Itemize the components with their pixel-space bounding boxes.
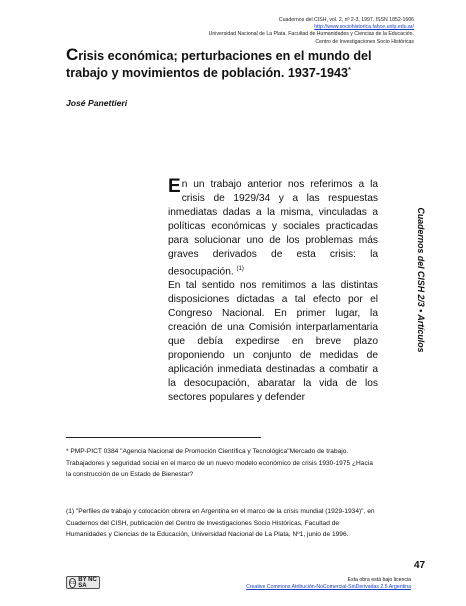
journal-header [209, 17, 414, 46]
journal-line: Cuadernos del CISH, vol. 2, nº 2-3, 1997. ISSN 1852-1606 [278, 17, 414, 23]
title-footnote-marker: * [348, 66, 351, 74]
license-link[interactable]: Creative Commons Atribución-NoComercial-SinDerivadas 2.5 Argentina [246, 584, 411, 590]
institution-line: Universidad Nacional de La Plata. Facultad de Humanidades y Ciencias de la Educación. [208, 31, 414, 38]
footnote-divider [66, 437, 261, 438]
license-notice [246, 577, 411, 591]
body-text [168, 178, 378, 405]
title-text: risis económica; perturbaciones en el mundo del trabajo y movimientos de población. 1937-1943 [66, 49, 372, 80]
author-name: José Panettieri [66, 98, 128, 108]
paragraph-1: n un trabajo anterior nos referimos a la crisis de 1929/34 y a las respuestas inmediatas dadas a la misma, vinculadas a políticas económicas y sociales practicadas para solucionar uno de los problemas más graves derivados de esta crisis: la desocupación. [168, 179, 378, 278]
footnote-2: (1) "Perfiles de trabajo y colocación obrera en Argentina en el marco de la crisis mundial (1929-1934)", en Cuadernos del CISH, publicación del Centro de Investigaciones Socio Históricas, Facultad de Humanidades y Ciencias de la Educación, Universidad Nacional de La Plata, Nº1, junio de 1996. [66, 508, 375, 538]
drop-cap: E [168, 176, 181, 197]
journal-url-link[interactable]: http://www.sociohistorica.fahce.unlp.edu.ar/ [314, 24, 414, 31]
title-initial: C [66, 45, 79, 64]
license-line: Esta obra está bajo licencia [347, 577, 411, 583]
paragraph-2: En tal sentido nos remitimos a las distintas disposiciones dictadas a tal efecto por el Congreso Nacional. En primer lugar, la creación de una Comisión interparlamentaria que debía expedirse en breve plazo proponiendo un conjunto de medidas de aplicación inmediata destinadas a combatir a la desocupación, abaratar la vida de los sectores populares y defender [168, 280, 378, 404]
footnote-ref-1: (1) [236, 266, 244, 272]
page-number: 47 [414, 560, 426, 571]
cc-license-label: BY NC SA [78, 576, 97, 589]
creative-commons-badge[interactable] [66, 576, 100, 589]
sidebar-label: Cuadernos del CISH 2/3 • Artículos [416, 207, 426, 353]
footnote-1: * PMP-PICT 0384 "Agencia Nacional de Promoción Científica y Tecnológica"Mercado de trabajo. Trabajadores y seguridad social en el marco de un nuevo modelo económico de crisis 1930-1975 ¿Hacia la construcción de un Estado de Bienestar? [66, 448, 373, 478]
article-title [66, 45, 396, 80]
research-center-line: Centro de Investigaciones Socio Históricas [315, 38, 414, 45]
cc-icon: cc [70, 579, 76, 586]
section-sidebar [414, 207, 428, 353]
